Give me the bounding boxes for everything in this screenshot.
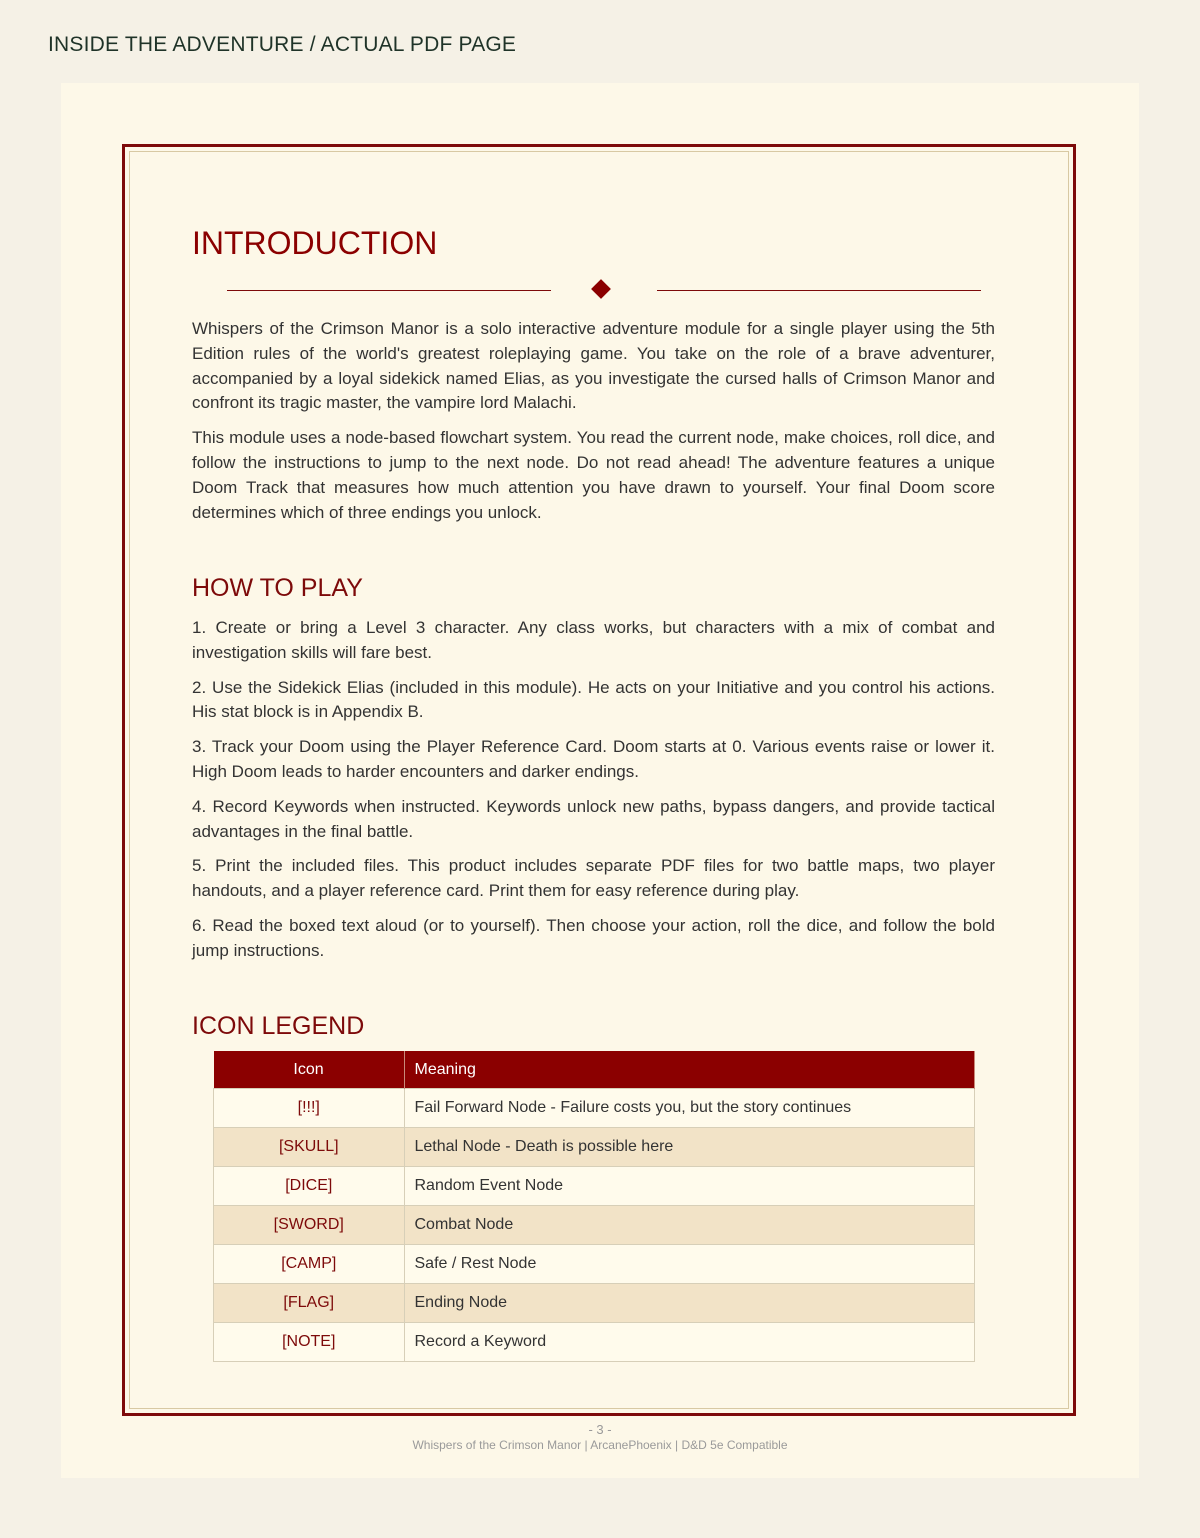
how-to-play-heading: HOW TO PLAY: [192, 574, 363, 602]
icon-legend-table: [213, 1051, 975, 1362]
how-to-play-step: 2. Use the Sidekick Elias (included in this module). He acts on your Initiative and you control his actions. His stat block is in Appendix B.: [192, 677, 995, 722]
how-to-play-step: 3. Track your Doom using the Player Reference Card. Doom starts at 0. Various events raise or lower it. High Doom leads to harder encounters and darker endings.: [192, 737, 995, 781]
page-border-frame: [122, 144, 1076, 1416]
legend-meaning: Safe / Rest Node: [404, 1245, 975, 1284]
intro-paragraph: Whispers of the Crimson Manor is a solo interactive adventure module for a single player using the 5th Edition rules of the world's greatest roleplaying game. You take on the role of a brave adventurer, accompanied by a loyal sidekick named Elias, as you investigate the cursed halls of Crimson Manor and confront its tragic master, the vampire lord Malachi.: [192, 319, 995, 413]
table-row: [214, 1245, 975, 1284]
intro-paragraph: This module uses a node-based flowchart system. You read the current node, make choices, roll dice, and follow the instructions to jump to the next node. Do not read ahead! The adventure features a unique Doom Track that measures how much attention you have drawn to yourself. Your final Doom score determines which of three endings you unlock.: [192, 428, 995, 522]
diamond-ornament-icon: [591, 279, 611, 299]
legend-icon-code: [CAMP]: [214, 1245, 405, 1284]
legend-icon-code: [DICE]: [214, 1167, 405, 1206]
how-to-play-step: 1. Create or bring a Level 3 character. Any class works, but characters with a mix of combat and investigation skills will fare best.: [192, 618, 995, 662]
page-number: - 3 -: [588, 1422, 612, 1437]
table-header-row: [214, 1051, 975, 1089]
legend-meaning: Random Event Node: [404, 1167, 975, 1206]
ornamental-divider: [227, 279, 981, 303]
legend-icon-code: [!!!]: [214, 1089, 405, 1128]
legend-icon-code: [SWORD]: [214, 1206, 405, 1245]
legend-icon-code: [FLAG]: [214, 1284, 405, 1323]
divider-line-left: [227, 290, 551, 291]
how-to-play-step: 5. Print the included files. This product includes separate PDF files for two battle maps, two player handouts, and a player reference card. Print them for easy reference during play.: [192, 856, 995, 901]
table-row: [214, 1167, 975, 1206]
legend-meaning: Lethal Node - Death is possible here: [404, 1128, 975, 1167]
legend-meaning: Record a Keyword: [404, 1323, 975, 1362]
column-header-icon: Icon: [214, 1051, 405, 1089]
how-to-play-list: [192, 616, 995, 964]
introduction-heading: INTRODUCTION: [192, 225, 438, 261]
table-row: [214, 1206, 975, 1245]
legend-icon-code: [SKULL]: [214, 1128, 405, 1167]
column-header-meaning: Meaning: [404, 1051, 975, 1089]
page-footer: [61, 1422, 1139, 1452]
icon-legend-heading: ICON LEGEND: [192, 1012, 365, 1040]
divider-line-right: [657, 290, 981, 291]
table-row: [214, 1323, 975, 1362]
introduction-body: [192, 317, 995, 525]
legend-meaning: Ending Node: [404, 1284, 975, 1323]
footer-credits: Whispers of the Crimson Manor | ArcanePhoenix | D&D 5e Compatible: [412, 1438, 788, 1452]
legend-icon-code: [NOTE]: [214, 1323, 405, 1362]
legend-meaning: Fail Forward Node - Failure costs you, but the story continues: [404, 1089, 975, 1128]
table-row: [214, 1284, 975, 1323]
how-to-play-step: 4. Record Keywords when instructed. Keywords unlock new paths, bypass dangers, and provide tactical advantages in the final battle.: [192, 796, 995, 841]
page-caption: INSIDE THE ADVENTURE / ACTUAL PDF PAGE: [48, 33, 517, 56]
table-row: [214, 1089, 975, 1128]
legend-meaning: Combat Node: [404, 1206, 975, 1245]
pdf-page: [61, 83, 1139, 1478]
how-to-play-step: 6. Read the boxed text aloud (or to yourself). Then choose your action, roll the dice, and follow the bold jump instructions.: [192, 915, 995, 960]
table-row: [214, 1128, 975, 1167]
